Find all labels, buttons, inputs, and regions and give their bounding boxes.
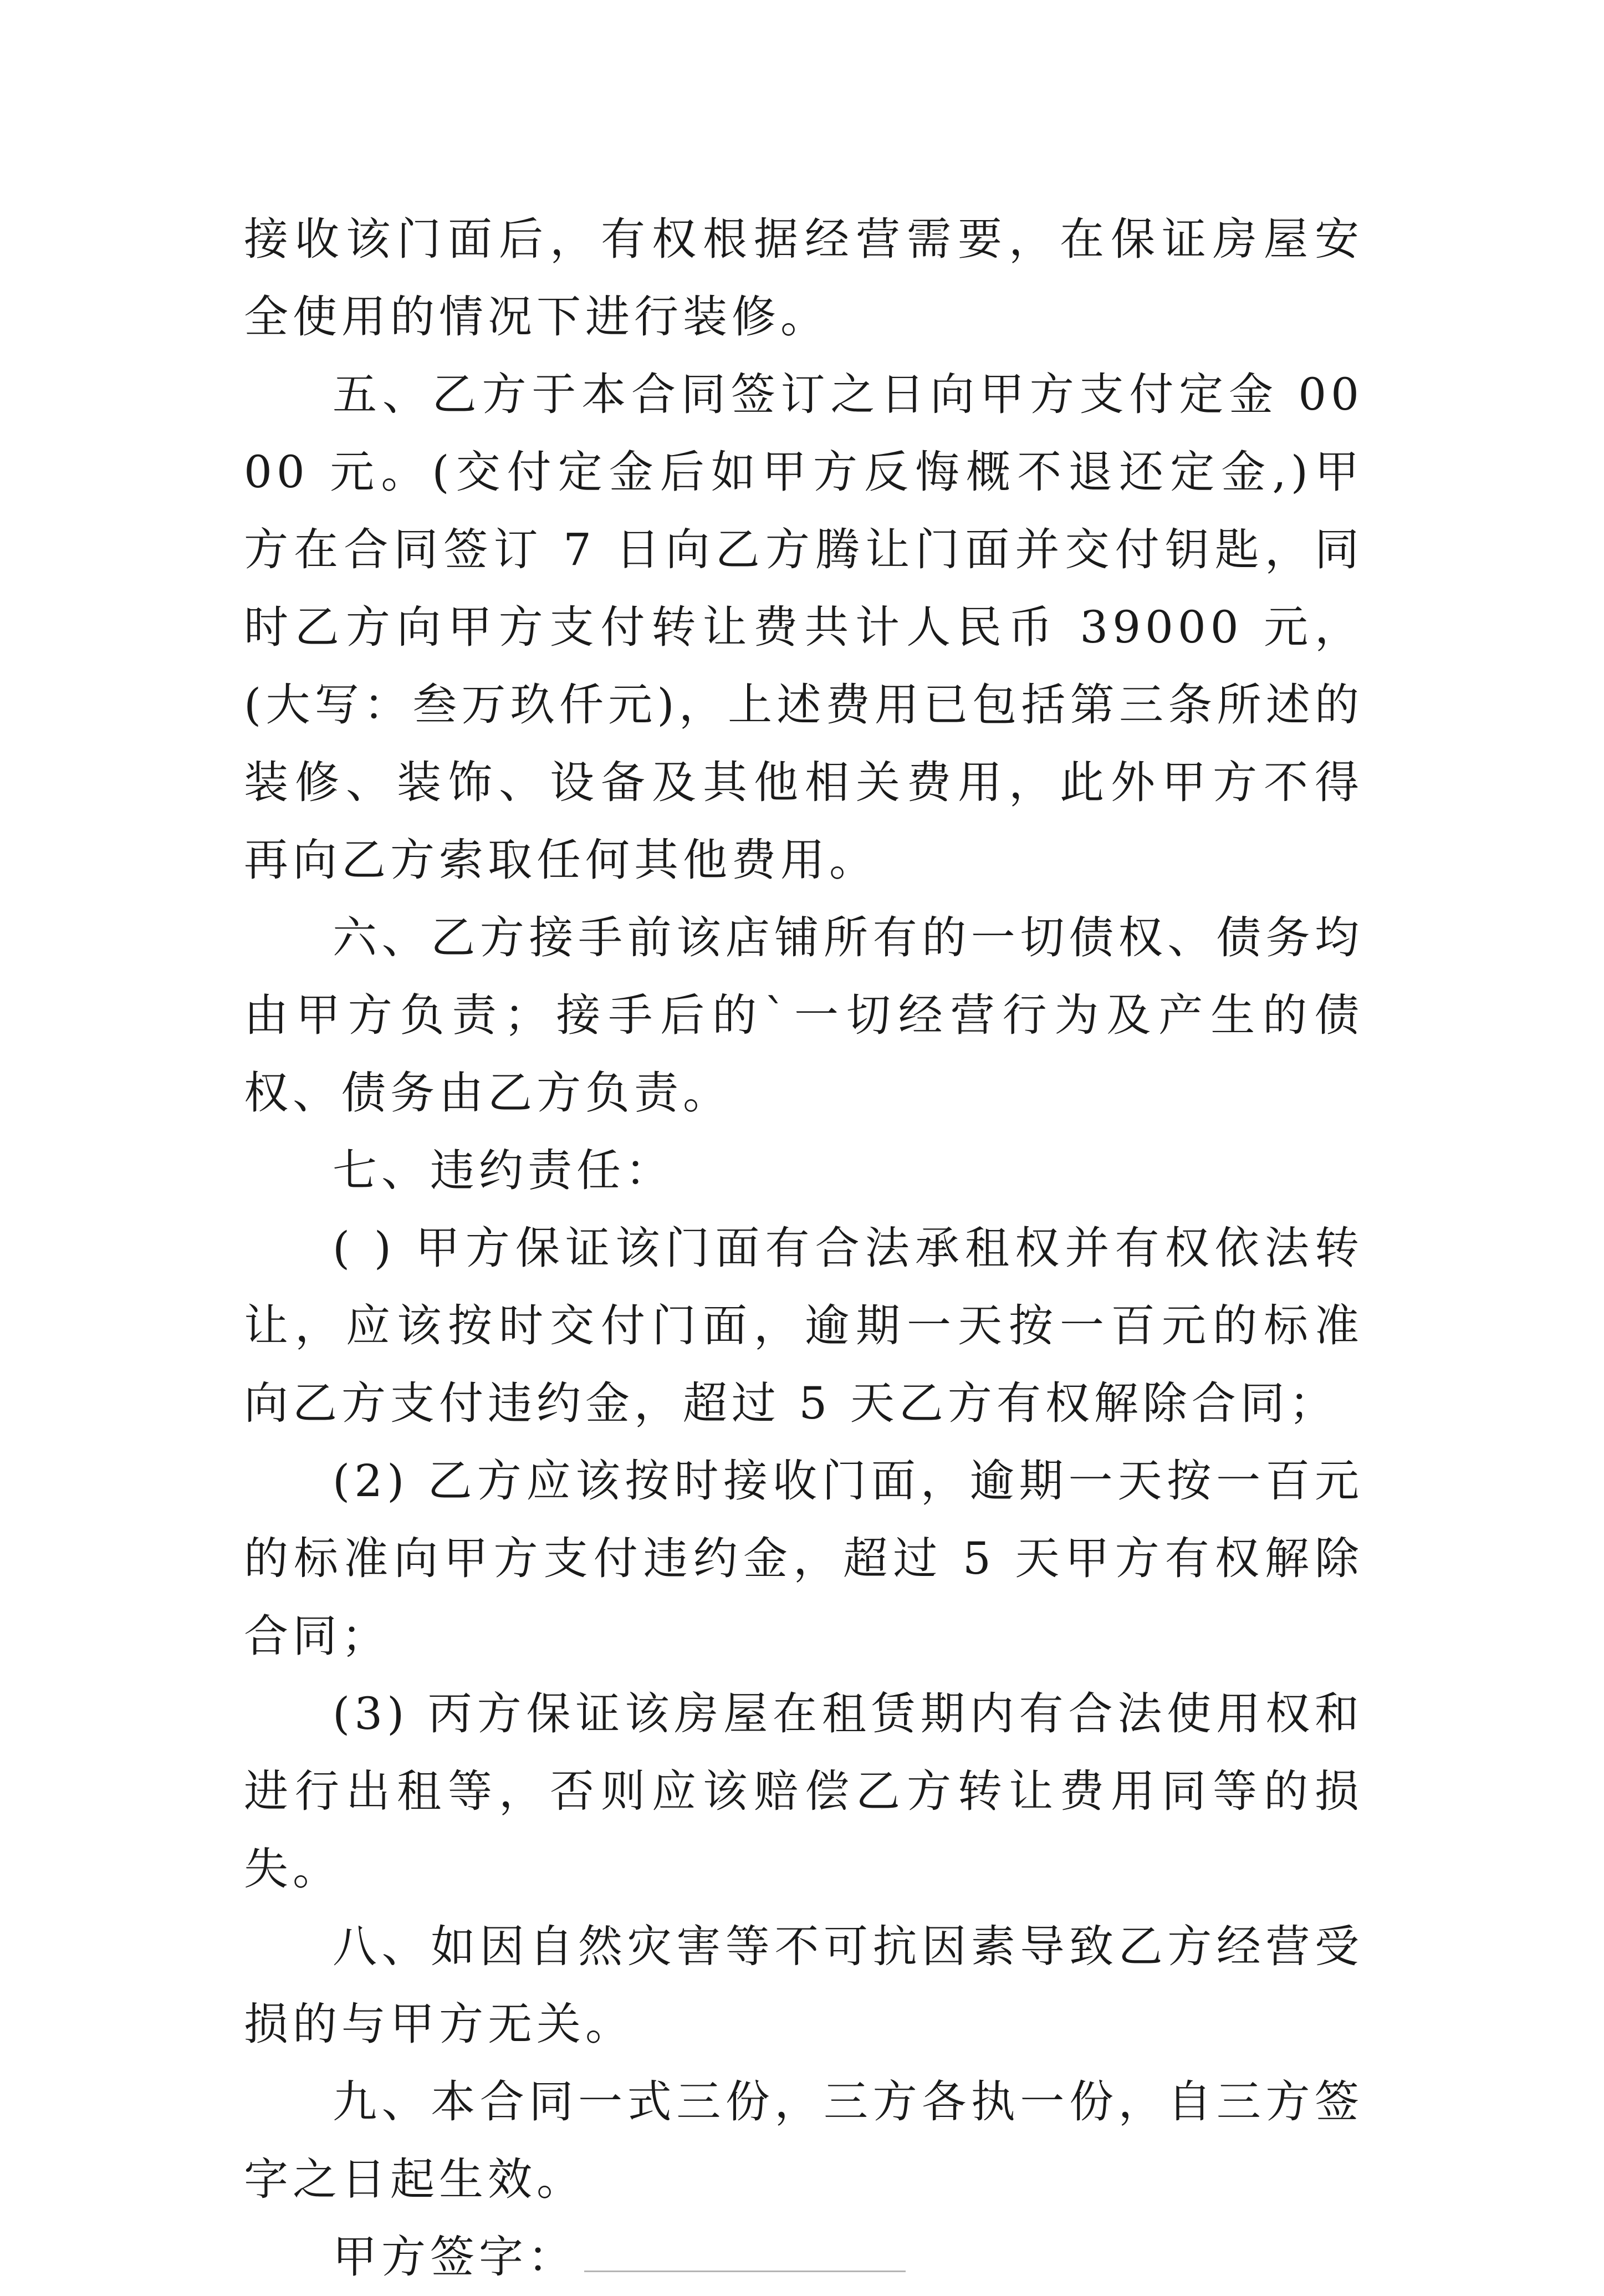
clause-eight: 八、如因自然灾害等不可抗因素导致乙方经营受损的与甲方无关。 [244,1921,1363,2050]
clause-five: 五、乙方于本合同签订之日向甲方支付定金 0000 元。(交付定金后如甲方反悔概不退还定金,)甲方在合同签订 7 日向乙方腾让门面并交付钥匙，同时乙方向甲方支付转让费共计人民币 39000 元，(大写：叁万玖仟元)，上述费用已包括第三条所述的装修、装饰、设备及其他相关费用，此外甲方不得再向乙方索取任何其他费用。 [244,369,1363,886]
clause-nine: 九、本合同一式三份，三方各执一份，自三方签字之日起生效。 [244,2076,1363,2205]
clause-six: 六、乙方接手前该店铺所有的一切债权、债务均由甲方负责；接手后的`一切经营行为及产生的债权、债务由乙方负责。 [244,912,1363,1119]
party-a-signature-blank[interactable] [584,2237,906,2272]
clause-seven-item-1: ( ) 甲方保证该门面有合法承租权并有权依法转让，应该按时交付门面，逾期一天按一百元的标准向乙方支付违约金，超过 5 天乙方有权解除合同； [244,1222,1363,1429]
party-a-signature-label: 甲方签字： [333,2231,576,2283]
contract-body [244,201,1363,2296]
clause-seven-item-2: (2) 乙方应该按时接收门面，逾期一天按一百元的标准向甲方支付违约金，超过 5 天甲方有权解除合同； [244,1455,1363,1662]
clause-seven-heading: 七、违约责任： [333,1145,674,1196]
party-a-signature-line [244,2218,1363,2296]
paragraph-continued: 接收该门面后，有权根据经营需要，在保证房屋安全使用的情况下进行装修。 [244,213,1363,343]
clause-seven-item-3: (3) 丙方保证该房屋在租赁期内有合法使用权和进行出租等，否则应该赔偿乙方转让费用同等的损失。 [244,1688,1363,1895]
